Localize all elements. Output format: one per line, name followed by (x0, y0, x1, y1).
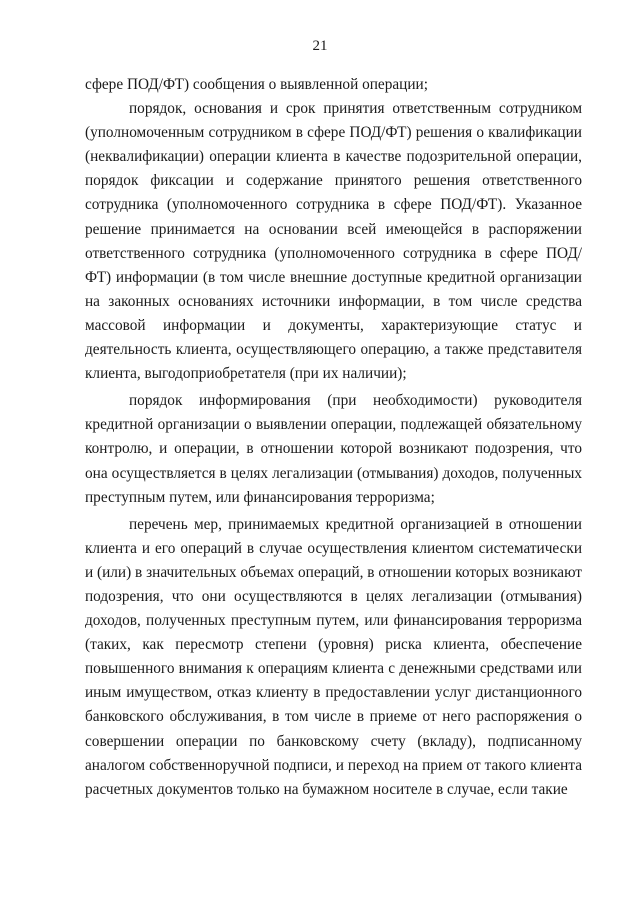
paragraph-measures-list: перечень мер, принимаемых кредитной организацией в отношении клиента и его операций в случае осуществления клиентом систематически и (или) в значительных объемах операций, в отношении которых возникают подозрения, что они осуществляются в целях легализации (отмывания) доходов, полученных преступным путем, или финансирования терроризма (таких, как пересмотр степени (уровня) риска клиента, обеспечение повышенного внимания к операциям клиента с денежными средствами или иным имуществом, отказ клиенту в предоставлении услуг дистанционного банковского обслуживания, в том числе в приеме от него распоряжения о совершении операции по банковскому счету (вкладу), подписанному аналогом собственноручной подписи, и переход на прием от такого клиента расчетных документов только на бумажном носителе в случае, если такие (85, 515, 582, 798)
paragraph-informing-procedure: порядок информирования (при необходимости) руководителя кредитной организации о выявлении операции, подлежащей обязательному контролю, и операции, в отношении которой возникают подозрения, что она осуществляется в целях легализации (отмывания) доходов, полученных преступным путем, или финансирования терроризма; (85, 392, 582, 506)
paragraph-decision-procedure: порядок, основания и срок принятия ответственным сотрудником (уполномоченным сотрудником в сфере ПОД/ФТ) решения о квалификации (неквалификации) операции клиента в качестве подозрительной операции, порядок фиксации и содержание принятого решения ответственного сотрудника (уполномоченного сотрудника в сфере ПОД/ФТ). Указанное решение принимается на основании всей имеющейся в распоряжении ответственного сотрудника (уполномоченного сотрудника в сфере ПОД/ФТ) информации (в том числе внешние доступные кредитной организации на законных основаниях источники информации, в том числе средства массовой информации и документы, характеризующие статус и деятельность клиента, осуществляющего операцию, а также представителя клиента, выгодоприобретателя (при их наличии); (85, 100, 582, 383)
paragraph-continuation: сфере ПОД/ФТ) сообщения о выявленной операции; (85, 76, 428, 93)
document-body (85, 73, 582, 802)
page-number: 21 (312, 38, 328, 54)
